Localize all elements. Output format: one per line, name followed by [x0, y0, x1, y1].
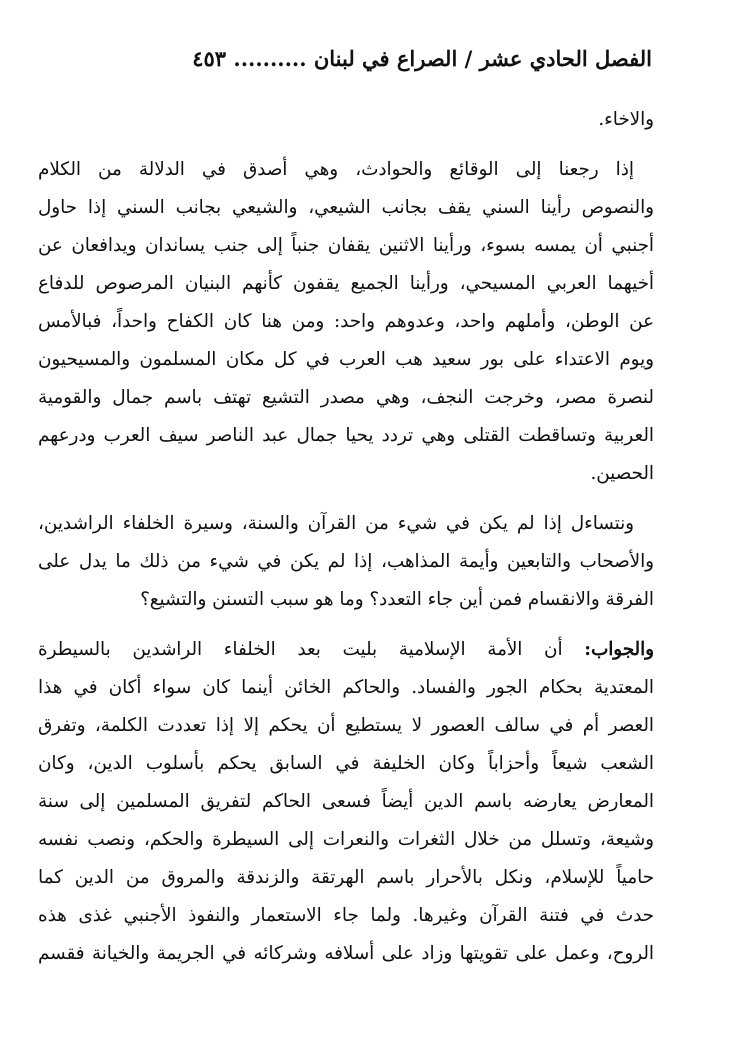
text-line: العربية وتساقطت القتلى وهي تردد يحيا جمال عبد الناصر سيف العرب ودرعهم: [38, 425, 654, 446]
text-line: لنصرة مصر، وخرجت النجف، وهي مصدر التشيع تهتف باسم جمال والقومية: [38, 387, 654, 408]
text-line: الروح، وعمل على تقويتها وزاد على أسلافه وشركائه في الجريمة والخيانة فقسم: [38, 943, 654, 964]
answer-label: والجواب:: [584, 639, 654, 660]
text-line: أجنبي أن يمسه بسوء، ورأينا الاثنين يقفان جنباً إلى جنب يساندان ويدافعان عن: [38, 235, 654, 256]
text-line: العصر أم في سالف العصور لا يستطيع أن يحكم إلا إذا تعددت الكلمة، وتفرق: [38, 715, 654, 736]
text-fragment: أن الأمة الإسلامية بليت بعد الخلفاء الراشدين بالسيطرة: [38, 639, 563, 660]
text-line: المعارض يعارضه باسم الدين أيضاً فسعى الحاكم لتفريق المسلمين إلى سنة: [38, 791, 654, 812]
text-line: ونتساءل إذا لم يكن في شيء من القرآن والسنة، وسيرة الخلفاء الراشدين،: [38, 513, 634, 534]
text-line: حامياً للإسلام، ونكل بالأحرار باسم الهرتقة والزندقة والمروق من الدين كما: [38, 867, 654, 888]
text-line: والأصحاب والتابعين وأيمة المذاهب، إذا لم يكن في شيء من ذلك ما يدل على: [38, 551, 654, 572]
text-line: حدث في فتنة القرآن وغيرها. ولما جاء الاستعمار والنفوذ الأجنبي غذى هذه: [38, 905, 654, 926]
text-line: أخيهما العربي المسيحي، ورأينا الجميع يقفون كأنهم البنيان المرصوص للدفاع: [38, 273, 654, 294]
text-line: عن الوطن، وأملهم واحد، وعدوهم واحد: ومن هنا كان الكفاح واحداً، فبالأمس: [38, 311, 654, 332]
running-header: الفصل الحادي عشر / الصراع في لبنان .......... ٤٥٣: [192, 46, 652, 71]
text-line: والاخاء.: [598, 109, 654, 130]
text-line: وشيعة، وتسلل من خلال الثغرات والنعرات إلى السيطرة والحكم، ونصب نفسه: [38, 829, 654, 850]
text-line: والنصوص رأينا السني يقف بجانب الشيعي، والشيعي بجانب السني إذا حاول: [38, 197, 654, 218]
text-line: إذا رجعنا إلى الوقائع والحوادث، وهي أصدق في الدلالة من الكلام: [38, 159, 634, 180]
text-line: ويوم الاعتداء على بور سعيد هب العرب في كل مكان المسلمون والمسيحيون: [38, 349, 654, 370]
text-line: الشعب شيعاً وأحزاباً وكان الخليفة في السابق يحكم بأسلوب الدين، وكان: [38, 753, 654, 774]
text-line: الفرقة والانقسام فمن أين جاء التعدد؟ وما هو سبب التسنن والتشيع؟: [140, 589, 654, 610]
text-line: الحصين.: [590, 463, 654, 484]
text-line: [38, 631, 654, 669]
text-line: المعتدية بحكام الجور والفساد. والحاكم الخائن أينما كان سواء أكان في هذا: [38, 677, 654, 698]
